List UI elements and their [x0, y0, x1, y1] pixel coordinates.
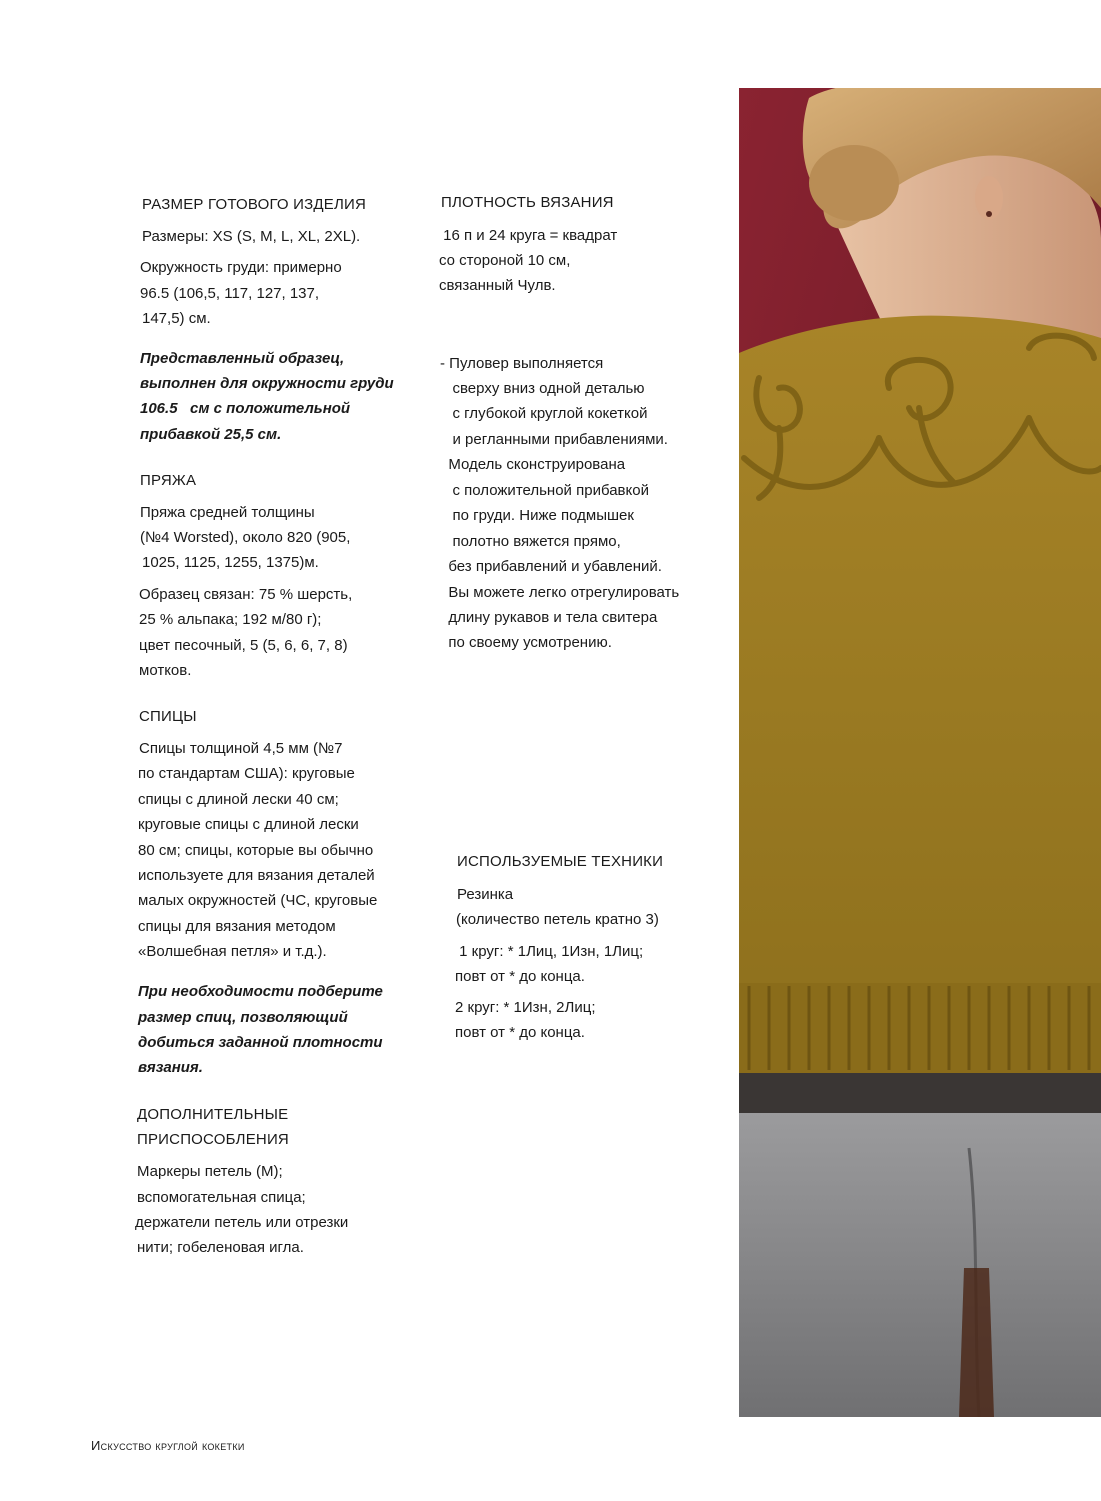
round2-line: повт от * до конца. [455, 1024, 585, 1041]
notions-line: Маркеры петель (М); [137, 1163, 283, 1180]
description-line: Вы можете легко отрегулировать [440, 584, 680, 601]
needles-note-line: размер спиц, позволяющий [138, 1009, 348, 1026]
notions-heading: ДОПОЛНИТЕЛЬНЫЕ [137, 1106, 289, 1123]
round2-line: 2 круг: * 1Изн, 2Лиц; [455, 999, 596, 1016]
footer-title: Искусство круглой кокетки [91, 1438, 245, 1453]
size-heading: РАЗМЕР ГОТОВОГО ИЗДЕЛИЯ [142, 196, 367, 213]
sample-note-line: прибавкой 25,5 см. [140, 426, 282, 443]
yarn-sample-line: мотков. [139, 662, 192, 679]
needles-line: спицы с длиной лески 40 см; [138, 791, 339, 808]
description-line: полотно вяжется прямо, [440, 533, 621, 550]
techniques-heading: ИСПОЛЬЗУЕМЫЕ ТЕХНИКИ [457, 853, 664, 870]
needles-line: малых окружностей (ЧС, круговые [138, 892, 378, 909]
notions-line: держатели петель или отрезки [135, 1214, 349, 1231]
description-line: длину рукавов и тела свитера [440, 609, 658, 626]
description-line: по груди. Ниже подмышек [440, 507, 634, 524]
sweater-photo [739, 88, 1101, 1417]
yarn-weight-line: (№4 Worsted), около 820 (905, [140, 529, 351, 546]
belt [739, 1073, 1101, 1113]
chest-line: Окружность груди: примерно [140, 259, 342, 276]
description-line: и регланными прибавлениями. [440, 431, 668, 448]
chest-line: 147,5) см. [142, 310, 211, 327]
needles-line: «Волшебная петля» и т.д.). [138, 943, 327, 960]
trousers [739, 1113, 1101, 1417]
needles-line: спицы для вязания методом [138, 918, 336, 935]
sizes-text: Размеры: XS (S, M, L, XL, 2XL). [142, 228, 361, 245]
notions-line: вспомогательная спица; [137, 1189, 306, 1206]
yarn-sample-line: цвет песочный, 5 (5, 6, 6, 7, 8) [139, 637, 348, 654]
ribbed-hem [739, 983, 1101, 1073]
yarn-weight-line: 1025, 1125, 1255, 1375)м. [142, 554, 319, 571]
description-line: с глубокой круглой кокеткой [440, 405, 648, 422]
needles-note-line: добиться заданной плотности [138, 1034, 383, 1051]
needles-note-line: вязания. [138, 1059, 203, 1076]
notions-heading: ПРИСПОСОБЛЕНИЯ [137, 1131, 289, 1148]
gauge-line: связанный Чулв. [439, 277, 556, 294]
description-line: - Пуловер выполняется [440, 355, 604, 372]
notions-line: нити; гобеленовая игла. [137, 1239, 304, 1256]
round1-line: 1 круг: * 1Лиц, 1Изн, 1Лиц; [455, 943, 644, 960]
sample-note-line: 106.5 см с положительной [140, 400, 351, 417]
yarn-sample-line: 25 % альпака; 192 м/80 г); [139, 611, 322, 628]
chest-line: 96.5 (106,5, 117, 127, 137, [140, 285, 320, 302]
rib-line: (количество петель кратно 3) [456, 911, 659, 928]
needles-note-line: При необходимости подберите [138, 983, 383, 1000]
needles-line: Спицы толщиной 4,5 мм (№7 [139, 740, 343, 757]
yarn-weight-line: Пряжа средней толщины [140, 504, 315, 521]
needles-line: используете для вязания деталей [138, 867, 375, 884]
needles-line: 80 см; спицы, которые вы обычно [138, 842, 374, 859]
rib-line: Резинка [457, 886, 514, 903]
gauge-heading: ПЛОТНОСТЬ ВЯЗАНИЯ [441, 194, 614, 211]
needles-line: круговые спицы с длиной лески [138, 816, 359, 833]
yarn-heading: ПРЯЖА [140, 472, 197, 489]
gauge-line: 16 п и 24 круга = квадрат [439, 227, 618, 244]
description-line: с положительной прибавкой [440, 482, 649, 499]
needles-heading: СПИЦЫ [139, 708, 197, 725]
needles-line: по стандартам США): круговые [138, 765, 355, 782]
round1-line: повт от * до конца. [455, 968, 585, 985]
sample-note-line: выполнен для окружности груди [140, 375, 394, 392]
gauge-line: со стороной 10 см, [439, 252, 571, 269]
yarn-sample-line: Образец связан: 75 % шерсть, [139, 586, 353, 603]
description-line: без прибавлений и убавлений. [440, 558, 662, 575]
description-line: сверху вниз одной деталью [440, 380, 645, 397]
sample-note-line: Представленный образец, [140, 350, 345, 367]
description-line: по своему усмотрению. [440, 634, 612, 651]
description-line: Модель сконструирована [440, 456, 626, 473]
